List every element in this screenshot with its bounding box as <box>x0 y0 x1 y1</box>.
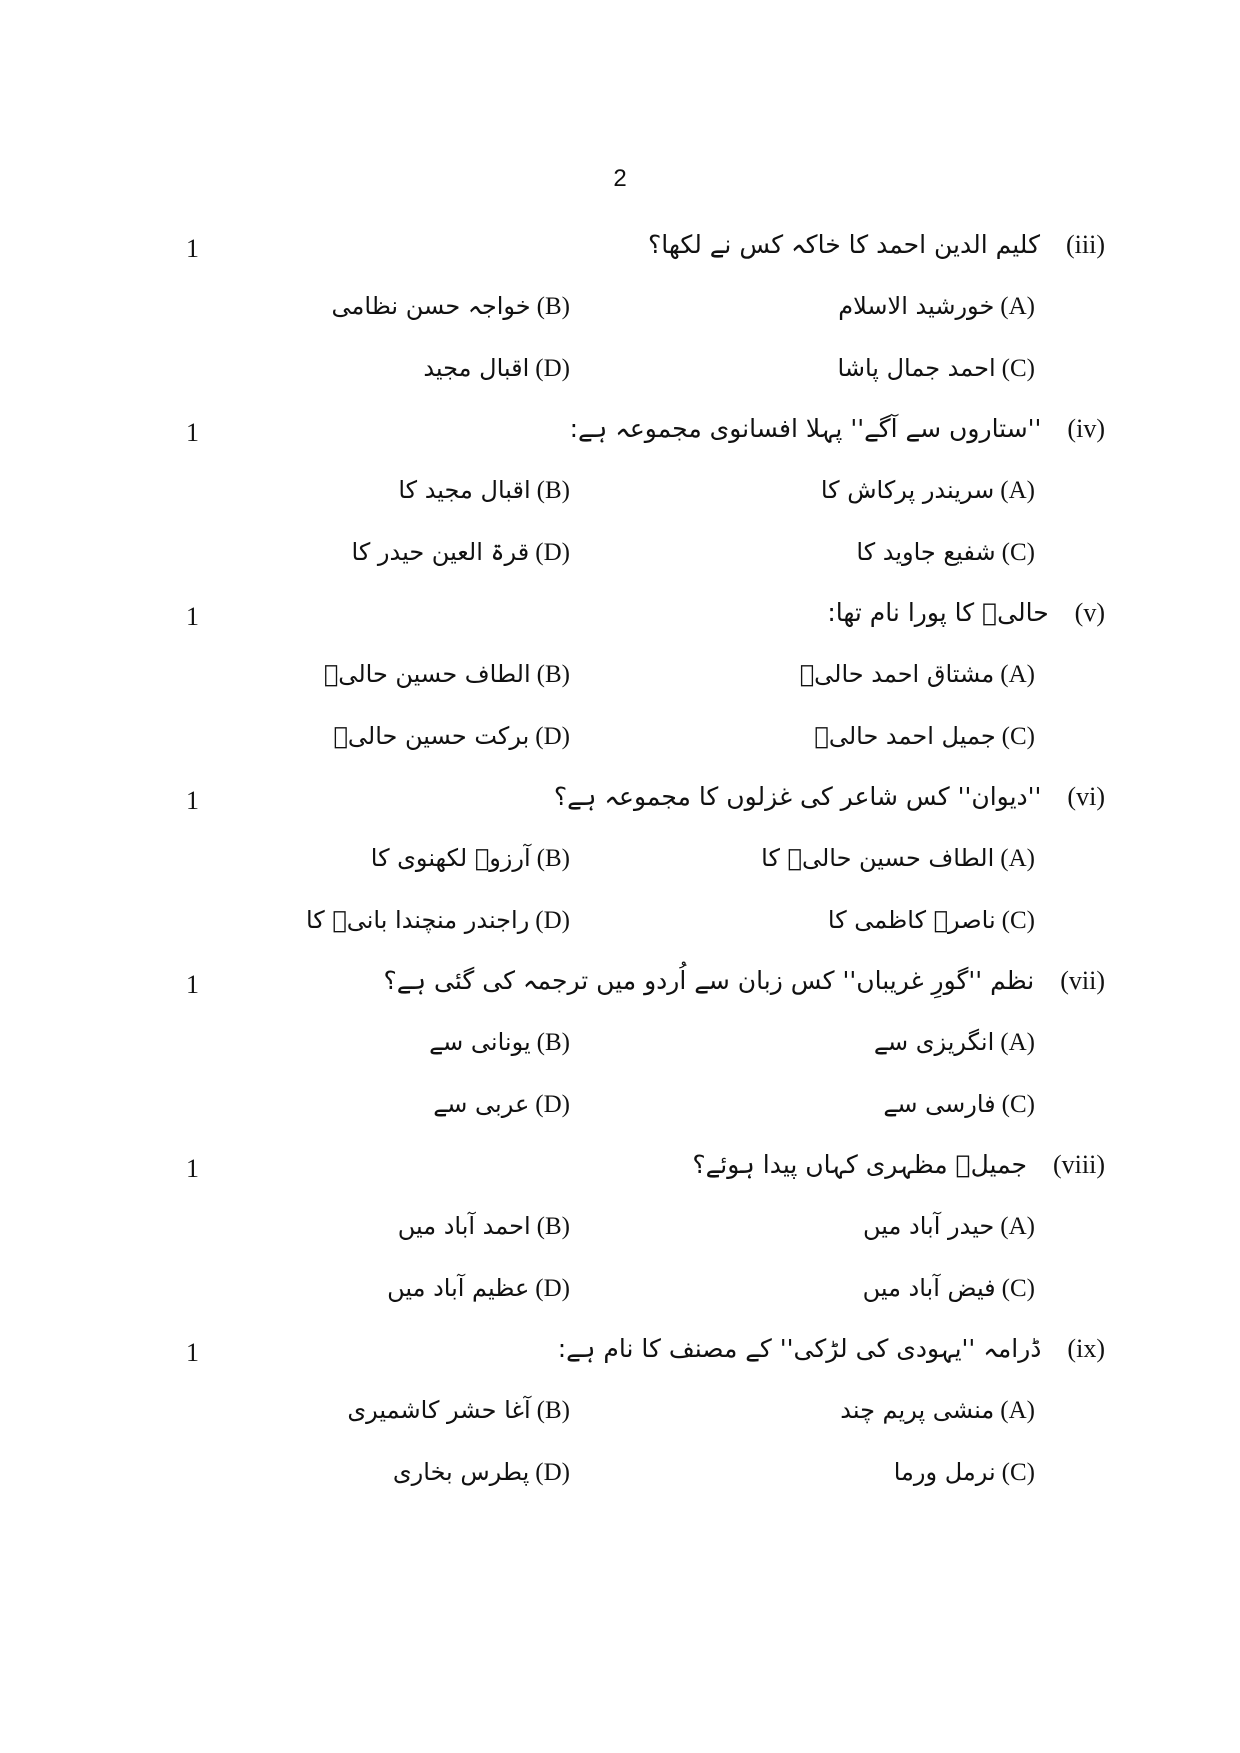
option-label: (C) <box>1001 723 1035 750</box>
option-label: (A) <box>1000 1029 1035 1056</box>
option-d <box>387 1274 570 1303</box>
option-label: (A) <box>1000 1397 1035 1424</box>
option-text: الطاف حسین حالیؔ <box>323 660 531 688</box>
option-b <box>347 1396 570 1425</box>
question-text: ''دیوان'' کس شاعر کی غزلوں کا مجموعہ ہے؟ <box>553 782 1042 811</box>
option-text: یونانی سے <box>429 1028 531 1056</box>
option-text: شفیع جاوید کا <box>856 538 996 566</box>
option-c <box>814 722 1035 751</box>
question-text: ڈرامہ ''یہودی کی لڑکی'' کے مصنف کا نام ہے: <box>557 1334 1042 1363</box>
option-text: پطرس بخاری <box>392 1458 530 1486</box>
option-label: (C) <box>1001 539 1035 566</box>
option-c <box>863 1274 1035 1303</box>
question-text: حالیؔ کا پورا نام تھا: <box>827 598 1049 627</box>
question-marks: 1 <box>186 1338 199 1367</box>
option-text: سریندر پرکاش کا <box>820 476 995 504</box>
option-a <box>863 1212 1035 1241</box>
question-viii <box>0 1144 1240 1324</box>
question-text-line <box>648 230 1105 260</box>
question-number: (v) <box>1074 598 1105 627</box>
question-vi <box>0 776 1240 956</box>
option-text: نرمل ورما <box>893 1458 996 1486</box>
option-text: قرۃ العین حیدر کا <box>351 538 530 566</box>
option-label: (B) <box>536 1397 570 1424</box>
option-b <box>398 476 570 505</box>
option-label: (C) <box>1001 1459 1035 1486</box>
option-label: (D) <box>535 355 570 382</box>
question-marks: 1 <box>186 418 199 447</box>
question-number: (vii) <box>1060 966 1105 995</box>
option-label: (A) <box>1000 1213 1035 1240</box>
question-text-line <box>692 1150 1105 1180</box>
option-a <box>800 660 1035 689</box>
question-text-line <box>570 414 1105 444</box>
option-c <box>883 1090 1035 1119</box>
option-text: حیدر آباد میں <box>863 1212 995 1240</box>
option-label: (D) <box>535 1275 570 1302</box>
option-label: (D) <box>535 539 570 566</box>
question-text: نظم ''گورِ غریباں'' کس زبان سے اُردو میں ترجمہ کی گئی ہے؟ <box>383 966 1035 995</box>
option-text: خواجہ حسن نظامی <box>331 292 531 320</box>
option-d <box>423 354 570 383</box>
question-marks: 1 <box>186 602 199 631</box>
question-marks: 1 <box>186 234 199 263</box>
option-a <box>838 292 1035 321</box>
option-c <box>894 1458 1035 1487</box>
option-d <box>306 906 570 935</box>
option-text: عظیم آباد میں <box>387 1274 530 1302</box>
option-label: (A) <box>1000 477 1035 504</box>
option-text: خورشید الاسلام <box>838 292 995 320</box>
question-number: (iii) <box>1065 230 1105 259</box>
option-d <box>333 722 570 751</box>
option-c <box>838 354 1035 383</box>
question-text-line <box>827 598 1105 628</box>
option-label: (A) <box>1000 845 1035 872</box>
option-text: احمد آباد میں <box>397 1212 531 1240</box>
option-text: مشتاق احمد حالیؔ <box>799 660 995 688</box>
option-label: (B) <box>536 1029 570 1056</box>
question-marks: 1 <box>186 970 199 999</box>
option-label: (B) <box>536 1213 570 1240</box>
question-v <box>0 592 1240 772</box>
option-label: (D) <box>535 1091 570 1118</box>
option-b <box>429 1028 570 1057</box>
option-label: (C) <box>1001 907 1035 934</box>
option-text: انگریزی سے <box>873 1028 995 1056</box>
option-text: ناصرؔ کاظمی کا <box>827 906 996 934</box>
option-c <box>856 538 1035 567</box>
question-number: (ix) <box>1067 1334 1105 1363</box>
option-text: اقبال مجید کا <box>398 476 531 504</box>
question-number: (iv) <box>1067 414 1105 443</box>
question-text: کلیم الدین احمد کا خاکہ کس نے لکھا؟ <box>647 230 1040 259</box>
option-d <box>393 1458 570 1487</box>
option-label: (D) <box>535 907 570 934</box>
question-iv <box>0 408 1240 588</box>
question-number: (viii) <box>1052 1150 1105 1179</box>
option-b <box>332 292 570 321</box>
option-d <box>352 538 570 567</box>
option-a <box>821 476 1035 505</box>
question-text: ''ستاروں سے آگے'' پہلا افسانوی مجموعہ ہے: <box>569 414 1042 443</box>
option-a <box>840 1396 1035 1425</box>
option-text: فیض آباد میں <box>862 1274 996 1302</box>
question-vii <box>0 960 1240 1140</box>
option-text: راجندر منچندا بانیؔ کا <box>305 906 530 934</box>
option-label: (C) <box>1001 1275 1035 1302</box>
option-b <box>398 1212 570 1241</box>
question-text-line <box>558 1334 1105 1364</box>
option-label: (B) <box>536 661 570 688</box>
option-c <box>828 906 1035 935</box>
option-text: عربی سے <box>433 1090 530 1118</box>
option-text: برکت حسین حالیؔ <box>333 722 530 750</box>
option-label: (B) <box>536 293 570 320</box>
page-number: 2 <box>613 165 627 192</box>
question-iii <box>0 224 1240 404</box>
option-label: (B) <box>536 845 570 872</box>
option-text: اقبال مجید <box>423 354 530 382</box>
option-a <box>874 1028 1035 1057</box>
option-text: فارسی سے <box>883 1090 996 1118</box>
option-label: (A) <box>1000 293 1035 320</box>
option-text: جمیل احمد حالیؔ <box>814 722 996 750</box>
option-text: منشی پریم چند <box>840 1396 995 1424</box>
option-label: (B) <box>536 477 570 504</box>
option-label: (A) <box>1000 661 1035 688</box>
question-marks: 1 <box>186 1154 199 1183</box>
question-text-line <box>383 966 1105 996</box>
option-text: الطاف حسین حالیؔ کا <box>761 844 995 872</box>
option-label: (D) <box>535 723 570 750</box>
option-label: (C) <box>1001 1091 1035 1118</box>
option-text: آغا حشر کاشمیری <box>347 1396 531 1424</box>
option-label: (C) <box>1001 355 1035 382</box>
option-b <box>371 844 570 873</box>
option-text: احمد جمال پاشا <box>837 354 996 382</box>
question-number: (vi) <box>1067 782 1105 811</box>
option-b <box>324 660 570 689</box>
question-text-line <box>554 782 1105 812</box>
question-text: جمیلؔ مظہری کہاں پیدا ہوئے؟ <box>692 1150 1027 1179</box>
option-d <box>433 1090 570 1119</box>
question-ix <box>0 1328 1240 1508</box>
option-text: آرزوؔ لکھنوی کا <box>370 844 531 872</box>
option-a <box>761 844 1035 873</box>
question-marks: 1 <box>186 786 199 815</box>
option-label: (D) <box>535 1459 570 1486</box>
